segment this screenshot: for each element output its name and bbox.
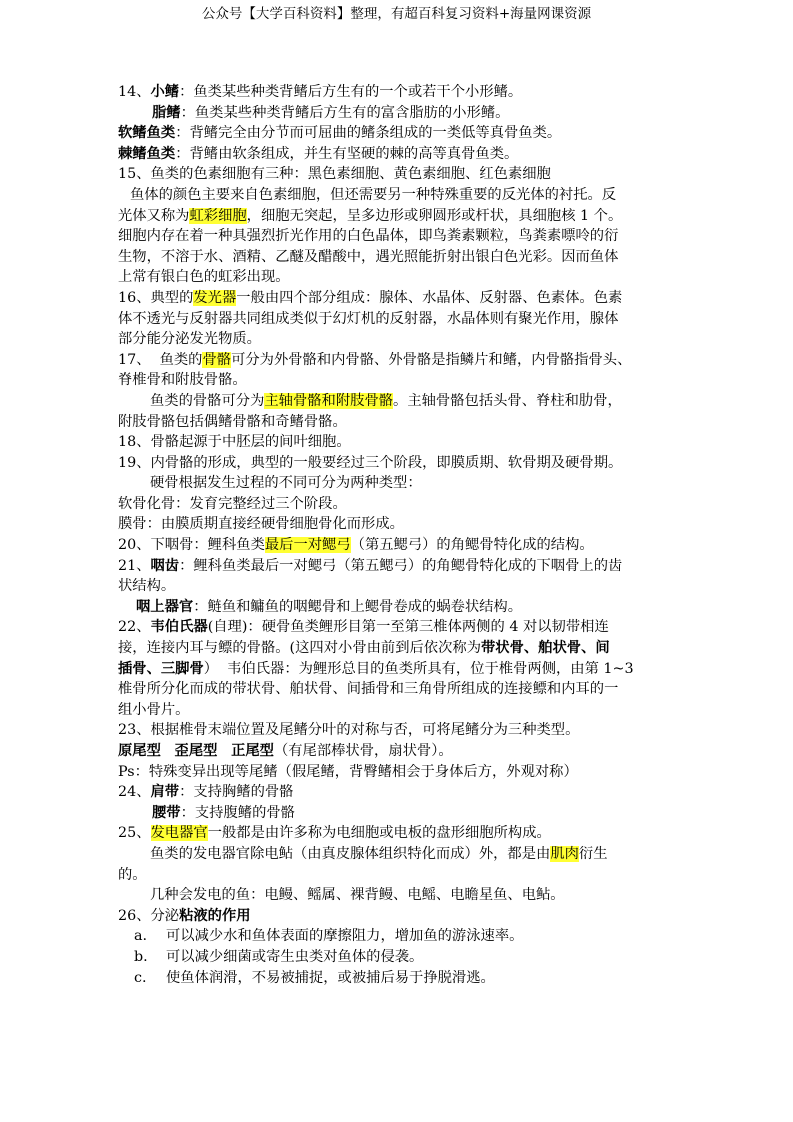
list-item [118,926,680,947]
text-line: 细胞内存在着一种具强烈折光作用的白色晶体，即鸟粪素颗粒，鸟粪素嘌呤的衍 [118,228,619,245]
list-marker: a. [134,928,148,945]
term: 腰带 [152,804,181,821]
text: 鱼类的发电器官除电鲇（由真皮腺体组织特化而成）外，都是由 [150,845,551,862]
highlight: 骨骼 [202,351,232,368]
text: 一般由四个部分组成：腺体、水晶体、反射器、色素体。色素 [236,289,623,306]
definition: ：鱼类某些种类背鳍后方生有的一个或若干个小形鳍。 [179,84,523,100]
text: 。主轴骨骼包括头骨、脊柱和肋骨， [393,392,622,409]
text: （有尾部棒状骨，扇状骨）。 [273,743,453,759]
text-line: 几种会发电的鱼：电鳗、鳐属、裸背鳗、电鳐、电瞻星鱼、电鲇。 [150,887,565,904]
list-marker: b. [134,948,148,965]
text-line: 脊椎骨和附肢骨骼。 [118,372,247,389]
text-line: 部分能分泌发光物质。 [118,331,261,348]
text: 可分为外骨骼和内骨骼、外骨骼是指鳞片和鳍，内骨骼指骨头、 [231,351,632,368]
text: 21、 [118,557,151,574]
text-line: 硬骨根据发生过程的不同可分为两种类型： [150,475,422,492]
text: ：鲤科鱼类最后一对鳃弓（第五鳃弓）的角鳃骨特化成的下咽骨上的齿 [179,557,623,574]
text-line: 状结构。 [118,578,176,595]
text: 17、 鱼类的 [118,351,203,368]
text: 鱼类的骨骼可分为 [150,392,265,409]
highlight: 虹彩细胞 [189,207,247,224]
term: 小鳍 [150,84,180,100]
list-text: 使鱼体润滑，不易被捕捉，或被捕后易于挣脱滑逃。 [166,969,495,986]
text: 光体又称为 [118,207,190,224]
term: 咽齿 [150,557,180,574]
list-item [118,968,680,989]
term: 粘液的作用 [179,907,251,924]
term: 歪尾型 [174,743,218,759]
text-line: 上常有银白色的虹彩出现。 [118,269,290,286]
list-text: 可以减少细菌或寄生虫类对鱼体的侵袭。 [166,948,424,965]
highlight: 肌肉 [550,845,579,862]
text-line: 椎骨所分化而成的带状骨、舶状骨、间插骨和三角骨所组成的连接鳔和内耳的一 [118,681,619,698]
term: 咽上器官 [136,598,194,615]
text-line: 鱼体的颜色主要来自色素细胞，但还需要另一种特殊重要的反光体的衬托。反 [130,186,617,203]
definition: ：支持胸鳍的骨骼 [179,784,294,801]
text-line: 18、骨骼起源于中胚层的间叶细胞。 [118,434,351,451]
term: 脂鳍 [152,104,181,121]
text-line: 附肢骨骼包括偶鳍骨骼和奇鳍骨骼。 [118,413,347,430]
definition: ：背鳍由软条组成，并生有坚硬的棘的高等真骨鱼类。 [175,145,519,162]
highlight: 发电器官 [150,825,208,842]
definition: ：背鳍完全由分节而可屈曲的鳍条组成的一类低等真骨鱼类。 [175,125,562,142]
text: 衍生 [578,845,608,862]
highlight: 主轴骨骼和附肢骨骼 [264,392,394,409]
text: 25、 [118,825,151,842]
text: 一般都是由许多称为电细胞或电板的盘形细胞所构成。 [207,825,551,842]
term: 原尾型 [118,743,161,759]
text-line: 组小骨片。 [118,701,190,718]
text-line: Ps：特殊变异出现等尾鳍（假尾鳍，背臀鳍相会于身体后方，外观对称） [118,763,578,780]
text: 16、典型的 [118,289,194,306]
document-body [118,82,680,988]
term: 韦伯氏器 [150,619,208,636]
text-line: 15、鱼类的色素细胞有三种：黑色素细胞、黄色素细胞、红色素细胞 [118,166,551,183]
text: 接，连接内耳与鳔的骨骼。(这四对小骨由前到后依次称为 [118,640,481,657]
term: 正尾型 [231,743,274,759]
term: 带状骨、舶状骨、间 [481,640,610,657]
text: 22、 [118,619,151,636]
text-line: 膜骨：由膜质期直接经硬骨细胞骨化而形成。 [118,516,404,533]
text: （第五鳃弓）的角鳃骨特化成的结构。 [350,537,594,554]
page-header: 公众号【大学百科资料】整理，有超百科复习资料+海量网课资源 [201,6,592,22]
highlight: 发光器 [193,289,237,306]
definition: ：鱼类某些种类背鳍后方生有的富含脂肪的小形鳍。 [180,104,510,121]
text: ，细胞无突起，呈多边形或卵圆形或杆状，具细胞核 1 个。 [246,207,623,224]
list-marker: c. [134,969,147,986]
definition: ：支持腹鳍的骨骼 [180,804,295,821]
text: 24、 [118,784,151,801]
text: 26、分泌 [118,907,180,924]
term: 软鳍鱼类 [118,125,176,142]
text-line: 23、根据椎骨末端位置及尾鳍分叶的对称与否，可将尾鳍分为三种类型。 [118,722,580,739]
term: 棘鳍鱼类 [118,145,176,162]
definition: ：鲢鱼和鳙鱼的咽鳃骨和上鳃骨卷成的蜗卷状结构。 [193,598,523,615]
text-line: 的。 [118,866,147,883]
text-line: 软骨化骨：发育完整经过三个阶段。 [118,495,347,512]
text: 20、下咽骨：鲤科鱼类 [118,537,265,554]
text: (自理)：硬骨鱼类鲤形目第一至第三椎体两侧的 4 对以韧带相连 [207,619,609,636]
term: 插骨、三脚骨 [118,660,204,677]
text-line: 生物，不溶于水、酒精、乙醚及醋酸中，遇光照能折射出银白色光彩。因而鱼体 [118,248,619,265]
text-line: 19、内骨骼的形成，典型的一般要经过三个阶段，即膜质期、软骨期及硬骨期。 [118,454,623,471]
text-line: 体不透光与反射器共同组成类似于幻灯机的反射器，水晶体则有聚光作用，腺体 [118,310,619,327]
list-item [118,947,680,968]
text: ） 韦伯氏器：为鲤形总目的鱼类所具有，位于椎骨两侧，由第 1~3 [203,660,634,677]
highlight: 最后一对鳃弓 [264,537,351,554]
item-number: 14、 [118,84,151,100]
term: 肩带 [150,784,180,801]
list-text: 可以减少水和鱼体表面的摩擦阻力，增加鱼的游泳速率。 [166,928,524,945]
